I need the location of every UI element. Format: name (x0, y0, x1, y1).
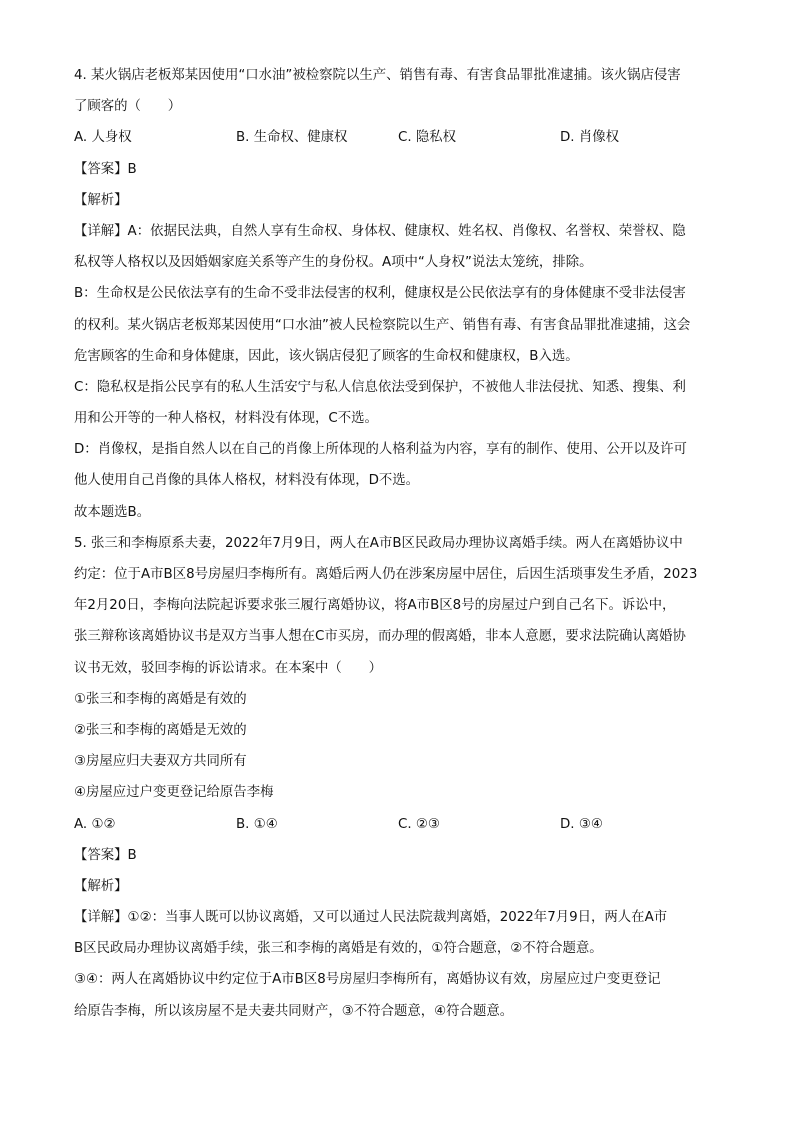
q4-options (74, 122, 724, 153)
q5-option-b: B. ①④ (236, 816, 278, 832)
q5-stem-line: 议书无效，驳回李梅的诉讼请求。在本案中（ ） (74, 660, 382, 676)
q4-option-d: D. 肖像权 (560, 130, 619, 146)
q4-detail-line: 的权利。某火锅店老板郑某因使用“口水油”被人民检察院以生产、销售有毒、有害食品罪批准逮捕，这会 (74, 317, 691, 333)
q4-conclusion: 故本题选B。 (74, 504, 151, 520)
q5-stem-line: 张三辩称该离婚协议书是双方当事人想在C市买房，而办理的假离婚，非本人意愿，要求法院确认离婚协 (74, 629, 686, 645)
q4-detail-line: 用和公开等的一种人格权，材料没有体现，C不选。 (74, 411, 378, 427)
q4-detail-line: 他人使用自己肖像的具体人格权，材料没有体现，D不选。 (74, 473, 420, 489)
q4-option-b: B. 生命权、健康权 (236, 130, 348, 146)
q5-analysis-label: 【解析】 (74, 878, 128, 894)
q4-detail-line: 危害顾客的生命和身体健康，因此，该火锅店侵犯了顾客的生命权和健康权，B入选。 (74, 348, 579, 364)
q5-detail-line: 【详解】①②：当事人既可以协议离婚，又可以通过人民法院裁判离婚，2022年7月9日，两人在A市 (74, 910, 668, 926)
q4-detail-line: D：肖像权，是指自然人以在自己的肖像上所体现的人格利益为内容，享有的制作、使用、公开以及许可 (74, 442, 687, 458)
document-page (74, 60, 724, 1027)
q4-detail-line: C：隐私权是指公民享有的私人生活安宁与私人信息依法受到保护，不被他人非法侵扰、知悉、搜集、利 (74, 379, 686, 395)
q4-detail-line: B：生命权是公民依法享有的生命不受非法侵害的权利，健康权是公民依法享有的身体健康不受非法侵害 (74, 286, 686, 302)
q4-option-c: C. 隐私权 (398, 130, 457, 146)
q5-detail-line: B区民政局办理协议离婚手续，张三和李梅的离婚是有效的，①符合题意，②不符合题意。 (74, 941, 603, 957)
q4-answer: 【答案】B (74, 161, 137, 177)
q4-stem-line-1: 4. 某火锅店老板郑某因使用“口水油”被检察院以生产、销售有毒、有害食品罪批准逮捕。该火锅店侵害 (74, 68, 681, 83)
q5-stem-line: 约定：位于A市B区8号房屋归李梅所有。离婚后两人仍在涉案房屋中居住，后因生活琐事发生矛盾，2023 (74, 567, 698, 582)
q5-statement-3: ③房屋应归夫妻双方共同所有 (74, 754, 247, 770)
q5-option-c: C. ②③ (398, 816, 440, 832)
q4-option-a: A. 人身权 (74, 130, 132, 146)
q4-detail-line: 私权等人格权以及因婚姻家庭关系等产生的身份权。A项中“人身权”说法太笼统，排除。 (74, 255, 593, 271)
q4-stem-line-2: 了顾客的（ ） (74, 99, 182, 115)
q4-analysis-label: 【解析】 (74, 192, 128, 208)
q5-statement-4: ④房屋应过户变更登记给原告李梅 (74, 785, 274, 801)
q5-detail-line: ③④：两人在离婚协议中约定位于A市B区8号房屋归李梅所有，离婚协议有效，房屋应过户变更登记 (74, 972, 661, 988)
q4-detail-line: 【详解】A：依据民法典，自然人享有生命权、身体权、健康权、姓名权、肖像权、名誉权、荣誉权、隐 (74, 223, 686, 239)
q5-options (74, 809, 724, 840)
q5-answer: 【答案】B (74, 847, 137, 863)
q5-statement-2: ②张三和李梅的离婚是无效的 (74, 722, 247, 738)
q5-option-d: D. ③④ (560, 816, 603, 832)
q5-detail-line: 给原告李梅，所以该房屋不是夫妻共同财产，③不符合题意，④符合题意。 (74, 1003, 514, 1019)
q5-stem-line: 5. 张三和李梅原系夫妻，2022年7月9日，两人在A市B区民政局办理协议离婚手续。两人在离婚协议中 (74, 535, 683, 551)
q5-stem-line: 年2月20日，李梅向法院起诉要求张三履行离婚协议，将A市B区8号的房屋过户到自己名下。诉讼中， (74, 598, 676, 614)
q5-option-a: A. ①② (74, 816, 116, 832)
q5-statement-1: ①张三和李梅的离婚是有效的 (74, 691, 247, 707)
